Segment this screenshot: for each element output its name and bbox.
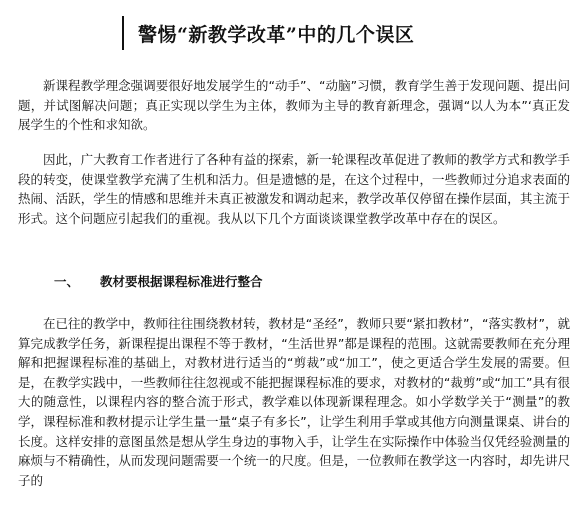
section-number: 一、 [54,274,80,289]
title-block [122,16,414,50]
section-title: 教材要根据课程标准进行整合 [100,274,263,289]
section-heading [54,272,263,290]
title-divider [122,16,124,50]
page-title: 警惕“新教学改革”中的几个误区 [138,23,415,46]
paragraph-reason: 因此，广大教育工作者进行了各种有益的探索，新一轮课程改革促进了教师的教学方式和教学手段的转变，使课堂教学充满了生机和活力。但是遗憾的是，在这个过程中，一些教师过分追求表面的热闹、活跃，学生的情感和思维并未真正被激发和调动起来，教学改革仅停留在操作层面，其主流于形式。这个问题应引起我们的重视。我从以下几个方面谈谈课堂教学改革中存在的误区。 [18,152,570,226]
paragraph-intro: 新课程教学理念强调要很好地发展学生的“动手”、“动脑”习惯，教育学生善于发现问题、提出问题，并试图解决问题；真正实现以学生为主体，教师为主导的教育新理念，强调“以人为本”‘真正发展学生的个性和求知欲。 [18,78,570,133]
paragraph-section-body: 在已往的教学中，教师往往围绕教材转，教材是“圣经”，教师只要“紧扣教材”，“落实教材”，就算完成教学任务，新课程提出课程不等于教材，“生活世界”都是课程的范围。这就需要教师在充分理解和把握课程标准的基础上，对教材进行适当的“剪裁”或“加工”，使之更适合学生发展的需要。但是，在教学实践中，一些教师往往忽视或不能把握课程标准的要求，对教材的“裁剪”或“加工”具有很大的随意性，以课程内容的整合流于形式，教学难以体现新课程理念。如小学数学关于“测量”的教学，课程标准和教材提示让学生量一量“桌子有多长”，让学生利用手掌或其他方向测量课桌、讲台的长度。这样安排的意图虽然是想从学生身边的事物入手，让学生在实际操作中体验当仅凭经验测量的麻烦与不精确性，从而发现问题需要一个统一的尺度。但是，一位教师在教学这一内容时，却先讲尺子的 [18,316,570,488]
